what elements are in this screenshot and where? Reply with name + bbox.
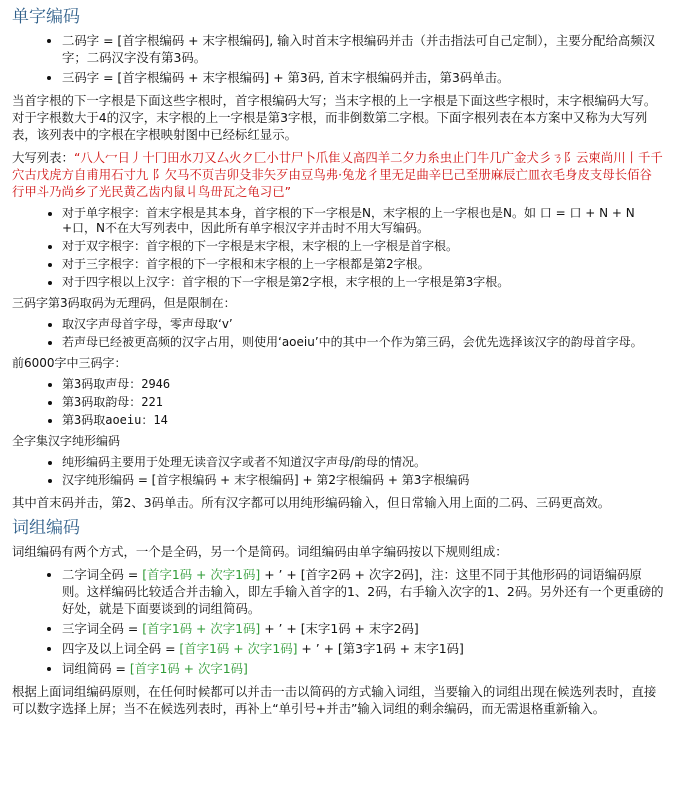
list-item: • 若声母已经被更高频的汉字占用，则使用‘aoeiu’中的其中一个作为第三码，会优先选择该汉字的韵母首字母。 <box>62 335 664 350</box>
uppercase-rule-paragraph: 当首字根的下一字根是下面这些字根时，首字根编码大写；当末字根的上一字根是下面这些字根时，末字根编码大写。对于字根数大于4的汉字，末字根的上一字根是第3字根，而非倒数第二字根。下面字根列表在本方案中又称为大写列表，该列表中的字根在字根映射图中已经标红显示。 <box>12 93 657 142</box>
list-item: • 第3码取声母：2946 <box>62 377 664 392</box>
section-title-single-char: 单字编码 <box>12 7 80 27</box>
stats-heading: 前6000字中三码字： <box>12 356 127 370</box>
uppercase-list-paragraph <box>12 149 664 200</box>
list-item: • 第3码取韵母：221 <box>62 395 664 410</box>
pure-shape-list <box>12 455 664 488</box>
list-item: • 第3码取aoeiu：14 <box>62 413 664 428</box>
list-item: • 词组简码 = [首字1码 + 次字1码] <box>62 660 664 677</box>
pure-shape-heading: 全字集汉字纯形编码 <box>12 434 121 448</box>
phrase-rules-list <box>12 566 664 677</box>
list-item: • 对于四字根以上汉字：首字根的下一字根是第2字根，末字根的上一字根是第3字根。 <box>62 275 664 290</box>
list-item: • 纯形编码主要用于处理无读音汉字或者不知道汉字声母/韵母的情况。 <box>62 455 664 470</box>
third-code-paragraph: 三码字第3码取码为无理码，但是限制在： <box>12 296 236 310</box>
third-code-list <box>12 317 664 350</box>
list-item: • 取汉字声母首字母，零声母取‘v’ <box>62 317 664 332</box>
list-item: • 二码字 = [首字根编码 + 末字根编码], 输入时首末字根编码并击（并击指法可自己定制），主要分配给高频汉字；二码汉字没有第3码。 <box>62 32 664 66</box>
list-item: • 汉字纯形编码 = [首字根编码 + 末字根编码] + 第2字根编码 + 第3字根编码 <box>62 473 664 488</box>
list-item: • 对于三字根字：首字根的下一字根和末字根的上一字根都是第2字根。 <box>62 257 664 272</box>
root-rules-list <box>12 206 664 290</box>
phrase-outro: 根据上面词组编码原则，在任何时候都可以并击一击以简码的方式输入词组，当要输入的词组出现在候选列表时，直接可以数字选择上屏；当不在候选列表时，再补上“单引号+并击”输入词组的剩余编码，而无需退格重新输入。 <box>12 684 657 716</box>
uppercase-list-label: 大写列表： <box>12 150 74 165</box>
list-item: • 三字词全码 = [首字1码 + 次字1码] + ’ + [末字1码 + 末字2码] <box>62 620 664 637</box>
list-item: • 对于双字根字：首字根的下一字根是末字根，末字根的上一字根是首字根。 <box>62 239 664 254</box>
phrase-intro: 词组编码有两个方式，一个是全码，另一个是简码。词组编码由单字编码按以下规则组成： <box>12 544 508 559</box>
uppercase-list: “八人冖日丿十冂田水刀又厶火ク匚小廿尸卜爪隹乂高四羊二夕力糸虫止门牛几广金犬彡ㄋ阝云柬尚川丨千千穴古戊虎方自甫用石寸九 阝欠马不页吉卯殳非矢歹由豆鸟弗·兔龙彳里无足曲辛巳己至册麻辰亡皿衣毛身皮支母长佰谷行甲斗乃尚乡了光民黄乙齿内鼠丩鸟毌瓦之龟习已” <box>12 150 663 199</box>
section-title-phrase: 词组编码 <box>12 518 80 538</box>
code-length-list <box>12 32 664 86</box>
pure-shape-summary: 其中首末码并击，第2、3码单击。所有汉字都可以用纯形编码输入，但日常输入用上面的二码、三码更高效。 <box>12 495 611 510</box>
stats-list <box>12 377 664 428</box>
list-item: • 对于单字根字：首末字根是其本身，首字根的下一字根是N，末字根的上一字根也是N。如 口 = 口 + N + N +口，N不在大写列表中，因此所有单字根汉字并击时不用大写编码。 <box>62 206 664 236</box>
list-item: • 三码字 = [首字根编码 + 末字根编码] + 第3码, 首末字根编码并击，第3码单击。 <box>62 69 664 86</box>
list-item: • 二字词全码 = [首字1码 + 次字1码] + ’ + [首字2码 + 次字2码]，注：这里不同于其他形码的词语编码原则。这样编码比较适合并击输入，即左手输入首字的1、2码，右手输入次字的1、2码。另外还有一个更重磅的好处，就是下面要谈到的词组简码。 <box>62 566 664 617</box>
list-item: • 四字及以上词全码 = [首字1码 + 次字1码] + ’ + [第3字1码 + 末字1码] <box>62 640 664 657</box>
